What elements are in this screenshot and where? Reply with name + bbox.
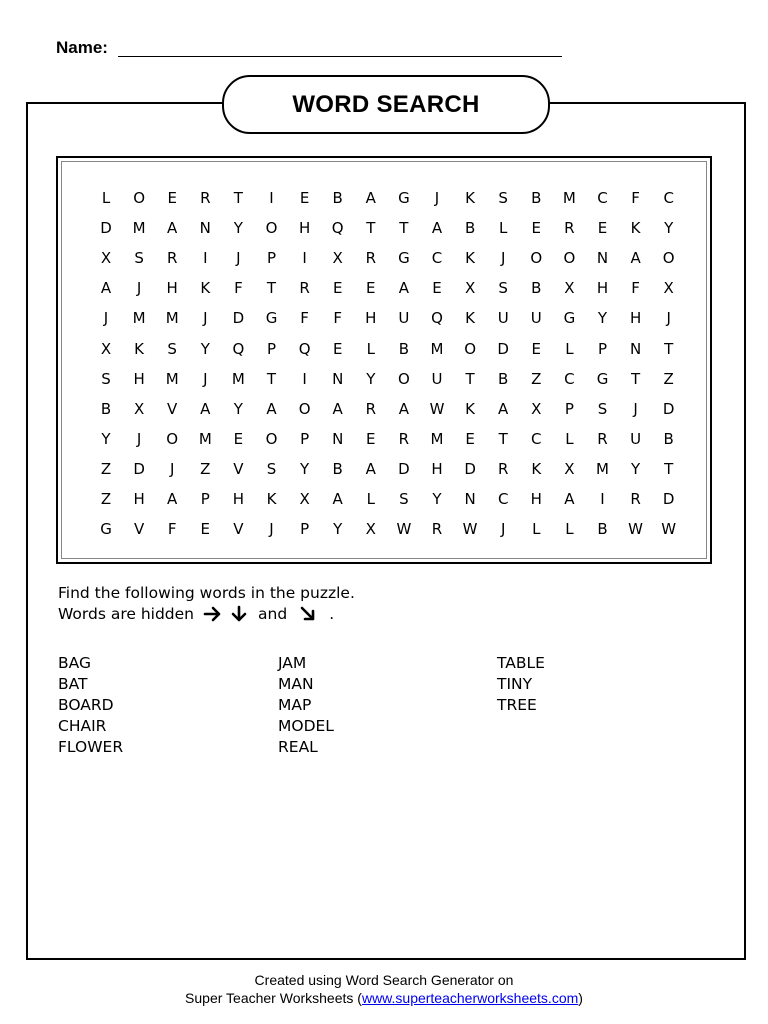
grid-letter[interactable]: J: [136, 429, 142, 448]
grid-letter[interactable]: E: [332, 279, 343, 298]
grid-letter[interactable]: H: [133, 490, 145, 508]
grid-letter[interactable]: R: [166, 249, 178, 268]
grid-letter[interactable]: P: [266, 249, 277, 268]
grid-letter[interactable]: T: [664, 339, 674, 358]
grid-letter[interactable]: I: [269, 189, 274, 207]
grid-letter[interactable]: J: [136, 279, 142, 298]
grid-row: [58, 484, 710, 514]
grid-letter[interactable]: T: [266, 369, 277, 388]
grid-letter[interactable]: F: [300, 309, 309, 328]
grid-letter[interactable]: O: [530, 249, 543, 268]
word-item: TABLE: [497, 654, 545, 672]
grid-letter[interactable]: X: [133, 399, 145, 418]
grid-row: [58, 303, 710, 333]
grid-letter[interactable]: E: [531, 339, 542, 358]
grid-letter[interactable]: Y: [101, 429, 111, 448]
footer-link[interactable]: www.superteacherworksheets.com: [361, 990, 579, 1006]
grid-letter[interactable]: V: [233, 520, 244, 539]
grid-letter[interactable]: G: [398, 249, 410, 268]
grid-letter[interactable]: X: [100, 339, 112, 358]
grid-letter[interactable]: S: [134, 249, 144, 268]
grid-letter[interactable]: H: [133, 369, 145, 388]
grid-letter[interactable]: L: [101, 189, 111, 207]
grid-letter[interactable]: O: [298, 399, 311, 418]
grid-letter[interactable]: D: [464, 459, 476, 478]
grid-letter[interactable]: Z: [200, 459, 211, 478]
grid-letter[interactable]: A: [630, 249, 641, 268]
grid-letter[interactable]: R: [597, 429, 608, 448]
grid-letter[interactable]: Y: [233, 399, 243, 418]
instructions-prefix: Words are hidden: [58, 605, 195, 623]
grid-letter[interactable]: K: [465, 309, 476, 328]
grid-letter[interactable]: Y: [300, 459, 310, 478]
grid-letter[interactable]: Q: [331, 219, 344, 238]
grid-letter[interactable]: U: [497, 309, 509, 328]
letter-grid: [56, 156, 712, 564]
grid-letter[interactable]: P: [300, 520, 310, 539]
grid-letter[interactable]: N: [199, 219, 211, 238]
grid-letter[interactable]: P: [300, 429, 310, 448]
grid-letter[interactable]: L: [366, 339, 375, 358]
grid-letter[interactable]: P: [564, 399, 574, 418]
grid-letter[interactable]: S: [399, 490, 409, 508]
grid-letter[interactable]: O: [397, 369, 410, 388]
grid-letter[interactable]: D: [662, 490, 675, 508]
word-item: TINY: [497, 675, 533, 693]
grid-letter[interactable]: M: [198, 429, 212, 448]
grid-letter[interactable]: Q: [232, 339, 245, 358]
grid-letter[interactable]: R: [365, 399, 377, 418]
word-list-column-1: [58, 653, 123, 758]
grid-letter[interactable]: O: [265, 219, 278, 238]
frame-top-right-edge: [546, 102, 744, 104]
grid-letter[interactable]: G: [100, 520, 112, 539]
grid-letter[interactable]: H: [298, 219, 311, 238]
grid-letter[interactable]: X: [564, 459, 575, 478]
footer-source: [0, 990, 768, 1006]
grid-letter[interactable]: N: [464, 490, 476, 508]
grid-letter[interactable]: I: [203, 249, 208, 268]
grid-letter[interactable]: M: [430, 429, 444, 448]
grid-letter[interactable]: J: [103, 309, 109, 328]
grid-letter[interactable]: A: [365, 459, 376, 478]
grid-row: [58, 424, 710, 454]
grid-letter[interactable]: H: [365, 309, 377, 328]
grid-letter[interactable]: X: [531, 399, 542, 418]
grid-letter[interactable]: Q: [431, 309, 443, 328]
grid-letter[interactable]: R: [564, 219, 575, 238]
grid-letter[interactable]: R: [398, 429, 410, 448]
grid-letter[interactable]: A: [100, 279, 112, 298]
grid-row: [58, 183, 710, 213]
grid-letter[interactable]: A: [398, 399, 410, 418]
grid-letter[interactable]: D: [398, 459, 410, 478]
grid-letter[interactable]: J: [203, 369, 208, 388]
frame-top-left-edge: [26, 102, 224, 104]
grid-letter[interactable]: Y: [200, 339, 210, 358]
grid-letter[interactable]: K: [465, 249, 476, 268]
grid-letter[interactable]: U: [431, 369, 443, 388]
grid-letter[interactable]: R: [200, 189, 211, 207]
instructions-line1: Find the following words in the puzzle.: [58, 584, 355, 602]
word-item: TREE: [497, 696, 537, 714]
grid-letter[interactable]: E: [233, 429, 244, 448]
grid-letter[interactable]: C: [564, 369, 575, 388]
grid-letter[interactable]: K: [266, 490, 277, 508]
grid-letter[interactable]: F: [631, 189, 640, 207]
grid-letter[interactable]: A: [167, 490, 178, 508]
grid-letter[interactable]: H: [166, 279, 178, 298]
grid-letter[interactable]: K: [200, 279, 211, 298]
grid-letter[interactable]: J: [500, 249, 506, 268]
grid-letter[interactable]: E: [465, 429, 475, 448]
grid-letter[interactable]: Y: [432, 490, 442, 508]
grid-letter[interactable]: T: [399, 219, 409, 238]
grid-letter[interactable]: W: [462, 520, 478, 539]
grid-letter[interactable]: I: [600, 490, 605, 508]
grid-letter[interactable]: F: [234, 279, 243, 298]
grid-letter[interactable]: S: [498, 279, 508, 298]
grid-letter[interactable]: D: [662, 399, 675, 418]
grid-letter[interactable]: J: [500, 520, 506, 539]
arrow-right-icon: [202, 605, 224, 623]
grid-letter[interactable]: B: [398, 339, 410, 358]
grid-letter[interactable]: N: [629, 339, 642, 358]
grid-letter[interactable]: Q: [298, 339, 311, 358]
grid-letter[interactable]: E: [200, 520, 211, 539]
grid-letter[interactable]: O: [166, 429, 179, 448]
grid-letter[interactable]: U: [530, 309, 542, 328]
arrow-down-right-icon: [297, 605, 319, 623]
grid-letter[interactable]: X: [365, 520, 376, 539]
grid-letter[interactable]: B: [332, 459, 343, 478]
grid-letter[interactable]: O: [662, 249, 675, 268]
word-item: MAN: [278, 675, 314, 693]
grid-letter[interactable]: W: [396, 520, 412, 539]
word-list-column-2: [278, 653, 334, 758]
grid-letter[interactable]: V: [167, 399, 178, 418]
word-item: MODEL: [278, 717, 334, 735]
page-title: WORD SEARCH: [292, 90, 480, 118]
word-item: JAM: [278, 654, 307, 672]
grid-letter[interactable]: E: [531, 219, 542, 238]
grid-letter[interactable]: R: [630, 490, 641, 508]
grid-letter[interactable]: M: [430, 339, 444, 358]
footer-source-prefix: Super Teacher Worksheets (: [185, 990, 362, 1006]
grid-letter[interactable]: L: [366, 490, 375, 508]
word-item: MAP: [278, 696, 312, 714]
grid-letter[interactable]: W: [661, 520, 677, 539]
footer-source-suffix: ): [578, 990, 583, 1006]
word-item: BOARD: [58, 696, 114, 714]
grid-letter[interactable]: I: [302, 249, 307, 268]
grid-letter[interactable]: T: [631, 369, 641, 388]
grid-letter[interactable]: F: [333, 309, 342, 328]
grid-letter[interactable]: J: [269, 520, 274, 539]
footer-credit: Created using Word Search Generator on: [254, 972, 514, 988]
grid-letter[interactable]: M: [562, 189, 576, 207]
grid-letter[interactable]: P: [200, 490, 210, 508]
grid-letter[interactable]: A: [365, 189, 376, 207]
grid-letter[interactable]: Z: [663, 369, 674, 388]
grid-letter[interactable]: R: [497, 459, 509, 478]
grid-row: [58, 273, 710, 303]
grid-letter[interactable]: A: [498, 399, 509, 418]
grid-letter[interactable]: U: [398, 309, 410, 328]
grid-letter[interactable]: M: [165, 369, 179, 388]
grid-letter[interactable]: G: [596, 369, 609, 388]
grid-letter[interactable]: D: [100, 219, 112, 238]
grid-letter[interactable]: A: [431, 219, 443, 238]
grid-letter[interactable]: Z: [100, 459, 112, 478]
grid-letter[interactable]: K: [531, 459, 542, 478]
grid-letter[interactable]: W: [429, 399, 445, 418]
grid-letter[interactable]: N: [332, 429, 344, 448]
grid-letter[interactable]: R: [431, 520, 443, 539]
grid-letter[interactable]: B: [597, 520, 608, 539]
grid-letter[interactable]: U: [630, 429, 642, 448]
grid-letter[interactable]: P: [597, 339, 608, 358]
grid-letter[interactable]: O: [265, 429, 278, 448]
grid-letter[interactable]: W: [628, 520, 644, 539]
grid-letter[interactable]: X: [464, 279, 476, 298]
grid-letter[interactable]: K: [630, 219, 641, 238]
grid-letter[interactable]: Y: [366, 369, 376, 388]
grid-letter[interactable]: A: [167, 219, 178, 238]
grid-letter[interactable]: L: [565, 520, 574, 539]
grid-row: [58, 514, 710, 544]
grid-letter[interactable]: S: [266, 459, 277, 478]
grid-letter[interactable]: H: [431, 459, 443, 478]
grid-row: [58, 243, 710, 273]
grid-letter[interactable]: L: [565, 339, 574, 358]
name-label: Name:: [56, 38, 108, 57]
grid-letter[interactable]: X: [564, 279, 575, 298]
word-item: CHAIR: [58, 717, 107, 735]
grid-letter[interactable]: Y: [333, 520, 343, 539]
grid-letter[interactable]: E: [332, 339, 343, 358]
grid-letter[interactable]: B: [531, 189, 542, 207]
grid-letter[interactable]: T: [233, 189, 243, 207]
grid-letter[interactable]: A: [266, 399, 277, 418]
grid-letter[interactable]: X: [299, 490, 310, 508]
grid-letter[interactable]: X: [332, 249, 343, 268]
grid-letter[interactable]: G: [398, 189, 410, 207]
grid-letter[interactable]: V: [133, 520, 145, 539]
grid-letter[interactable]: E: [366, 279, 376, 298]
grid-letter[interactable]: O: [464, 339, 476, 358]
grid-letter[interactable]: B: [498, 369, 509, 388]
grid-letter[interactable]: C: [531, 429, 542, 448]
grid-letter[interactable]: Z: [531, 369, 542, 388]
grid-letter[interactable]: I: [302, 369, 307, 388]
grid-letter[interactable]: E: [366, 429, 376, 448]
instructions-and: and: [258, 605, 288, 623]
grid-letter[interactable]: F: [631, 279, 640, 298]
grid-letter[interactable]: S: [167, 339, 177, 358]
word-item: BAT: [58, 675, 88, 693]
grid-letter[interactable]: L: [499, 219, 508, 238]
grid-letter[interactable]: K: [134, 339, 145, 358]
grid-letter[interactable]: L: [565, 429, 574, 448]
grid-letter[interactable]: X: [663, 279, 674, 298]
grid-letter[interactable]: S: [597, 399, 608, 418]
grid-letter[interactable]: H: [596, 279, 609, 298]
grid-letter[interactable]: M: [231, 369, 245, 388]
grid-letter[interactable]: N: [332, 369, 344, 388]
grid-letter[interactable]: Y: [233, 219, 243, 238]
word-list-column-3: [497, 653, 545, 716]
grid-letter[interactable]: R: [299, 279, 310, 298]
grid-letter[interactable]: C: [497, 490, 509, 508]
grid-letter[interactable]: C: [597, 189, 608, 207]
grid-letter[interactable]: A: [332, 490, 343, 508]
grid-letter[interactable]: D: [232, 309, 245, 328]
grid-row: [58, 394, 710, 424]
grid-letter[interactable]: A: [200, 399, 211, 418]
grid-letter[interactable]: G: [265, 309, 278, 328]
grid-letter[interactable]: Z: [100, 490, 112, 508]
grid-letter[interactable]: M: [132, 309, 146, 328]
grid-letter[interactable]: K: [465, 399, 476, 418]
grid-letter[interactable]: H: [629, 309, 642, 328]
grid-letter[interactable]: B: [100, 399, 112, 418]
arrow-down-icon: [228, 605, 250, 623]
grid-letter[interactable]: J: [434, 189, 440, 207]
grid-letter[interactable]: V: [233, 459, 244, 478]
name-line[interactable]: [118, 56, 562, 57]
grid-letter[interactable]: C: [431, 249, 443, 268]
grid-letter[interactable]: N: [596, 249, 609, 268]
grid-letter[interactable]: B: [332, 189, 343, 207]
instructions-line2: [58, 605, 334, 623]
grid-letter[interactable]: Y: [664, 219, 674, 238]
grid-letter[interactable]: L: [532, 520, 541, 539]
grid-letter[interactable]: J: [236, 249, 241, 268]
grid-letter[interactable]: J: [633, 399, 638, 418]
grid-letter[interactable]: T: [664, 459, 674, 478]
grid-letter[interactable]: M: [165, 309, 179, 328]
grid-letter[interactable]: E: [299, 189, 310, 207]
grid-letter[interactable]: X: [100, 249, 112, 268]
grid-letter[interactable]: K: [465, 189, 476, 207]
grid-row: [58, 454, 710, 484]
grid-letter[interactable]: B: [464, 219, 476, 238]
grid-letter[interactable]: Y: [597, 309, 608, 328]
grid-letter[interactable]: A: [398, 279, 410, 298]
grid-letter[interactable]: M: [596, 459, 609, 478]
word-item: REAL: [278, 738, 318, 756]
grid-letter[interactable]: H: [530, 490, 542, 508]
grid-letter[interactable]: B: [663, 429, 674, 448]
grid-letter[interactable]: Y: [631, 459, 641, 478]
grid-row: [58, 334, 710, 364]
grid-letter[interactable]: B: [531, 279, 542, 298]
title-banner: [222, 75, 550, 134]
word-item: FLOWER: [58, 738, 124, 756]
word-item: BAG: [58, 654, 91, 672]
grid-letter[interactable]: D: [133, 459, 145, 478]
grid-letter[interactable]: J: [203, 309, 208, 328]
instructions-end: .: [329, 605, 335, 623]
grid-letter[interactable]: G: [563, 309, 576, 328]
grid-letter[interactable]: T: [366, 219, 376, 238]
grid-letter[interactable]: H: [232, 490, 245, 508]
grid-letter[interactable]: E: [597, 219, 608, 238]
grid-letter[interactable]: S: [498, 189, 508, 207]
grid-letter[interactable]: J: [169, 459, 175, 478]
grid-letter[interactable]: F: [167, 520, 177, 539]
grid-letter[interactable]: S: [101, 369, 111, 388]
grid-row: [58, 364, 710, 394]
grid-letter[interactable]: T: [465, 369, 475, 388]
grid-letter[interactable]: C: [663, 189, 674, 207]
grid-letter[interactable]: E: [432, 279, 442, 298]
grid-letter[interactable]: T: [498, 429, 508, 448]
grid-letter[interactable]: T: [266, 279, 277, 298]
grid-letter[interactable]: A: [564, 490, 575, 508]
grid-letter[interactable]: J: [666, 309, 671, 328]
grid-letter[interactable]: E: [167, 189, 177, 207]
grid-letter[interactable]: O: [133, 189, 145, 207]
grid-row: [58, 213, 710, 243]
grid-letter[interactable]: R: [365, 249, 377, 268]
grid-letter[interactable]: A: [332, 399, 343, 418]
grid-letter[interactable]: M: [132, 219, 146, 238]
grid-letter[interactable]: P: [266, 339, 277, 358]
grid-letter[interactable]: D: [497, 339, 509, 358]
grid-letter[interactable]: O: [563, 249, 576, 268]
